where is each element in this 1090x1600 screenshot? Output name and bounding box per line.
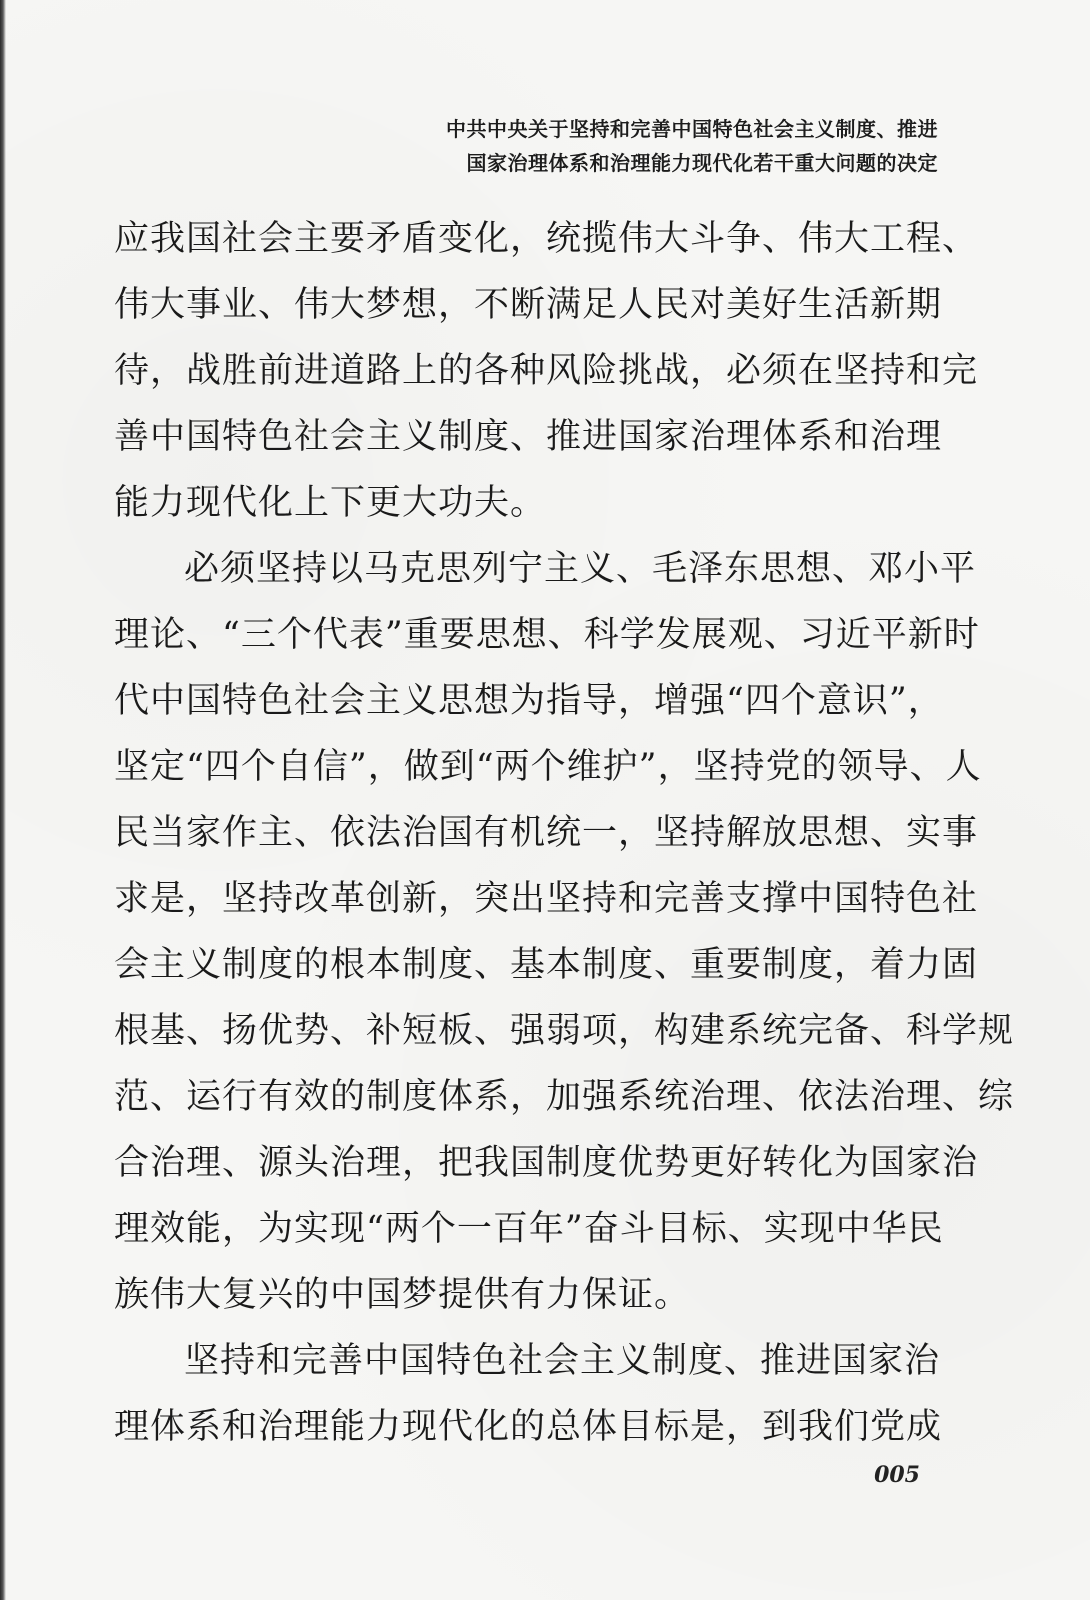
text-line: 能力现代化上下更大功夫。 [114,483,547,523]
running-header-line-1: 中共中央关于坚持和完善中国特色社会主义制度、推进 [446,117,938,141]
text-line: 理体系和治理能力现代化的总体目标是，到我们党成 [114,1407,943,1447]
text-line: 理效能，为实现“两个一百年”奋斗目标、实现中华民 [114,1209,944,1249]
text-line: 待，战胜前进道路上的各种风险挑战，必须在坚持和完 [114,351,979,391]
paragraph-start-line: 必须坚持以马克思列宁主义、毛泽东思想、邓小平 [184,549,977,589]
text-line: 族伟大复兴的中国梦提供有力保证。 [114,1275,691,1315]
text-line: 伟大事业、伟大梦想，不断满足人民对美好生活新期 [114,285,943,325]
page-edge-shadow [0,0,6,1600]
text-line: 求是，坚持改革创新，突出坚持和完善支撑中国特色社 [114,879,979,919]
text-line: 范、运行有效的制度体系，加强系统治理、依法治理、综 [114,1077,1015,1117]
text-line: 会主义制度的根本制度、基本制度、重要制度，着力固 [114,945,979,985]
text-line: 善中国特色社会主义制度、推进国家治理体系和治理 [114,417,943,457]
text-line: 民当家作主、依法治国有机统一，坚持解放思想、实事 [114,813,979,853]
text-line: 代中国特色社会主义思想为指导，增强“四个意识”， [114,681,944,721]
body-text [114,206,1015,1460]
page-number: 005 [874,1462,920,1488]
running-header-line-2: 国家治理体系和治理能力现代化若干重大问题的决定 [466,151,938,175]
text-line: 根基、扬优势、补短板、强弱项，构建系统完备、科学规 [114,1011,1015,1051]
running-header [446,112,938,180]
paragraph-start-line: 坚持和完善中国特色社会主义制度、推进国家治 [184,1341,941,1381]
text-line: 坚定“四个自信”，做到“两个维护”，坚持党的领导、人 [114,747,982,787]
text-line: 应我国社会主要矛盾变化，统揽伟大斗争、伟大工程、 [114,219,979,259]
text-line: 理论、“三个代表”重要思想、科学发展观、习近平新时 [114,615,980,655]
text-line: 合治理、源头治理，把我国制度优势更好转化为国家治 [114,1143,979,1183]
